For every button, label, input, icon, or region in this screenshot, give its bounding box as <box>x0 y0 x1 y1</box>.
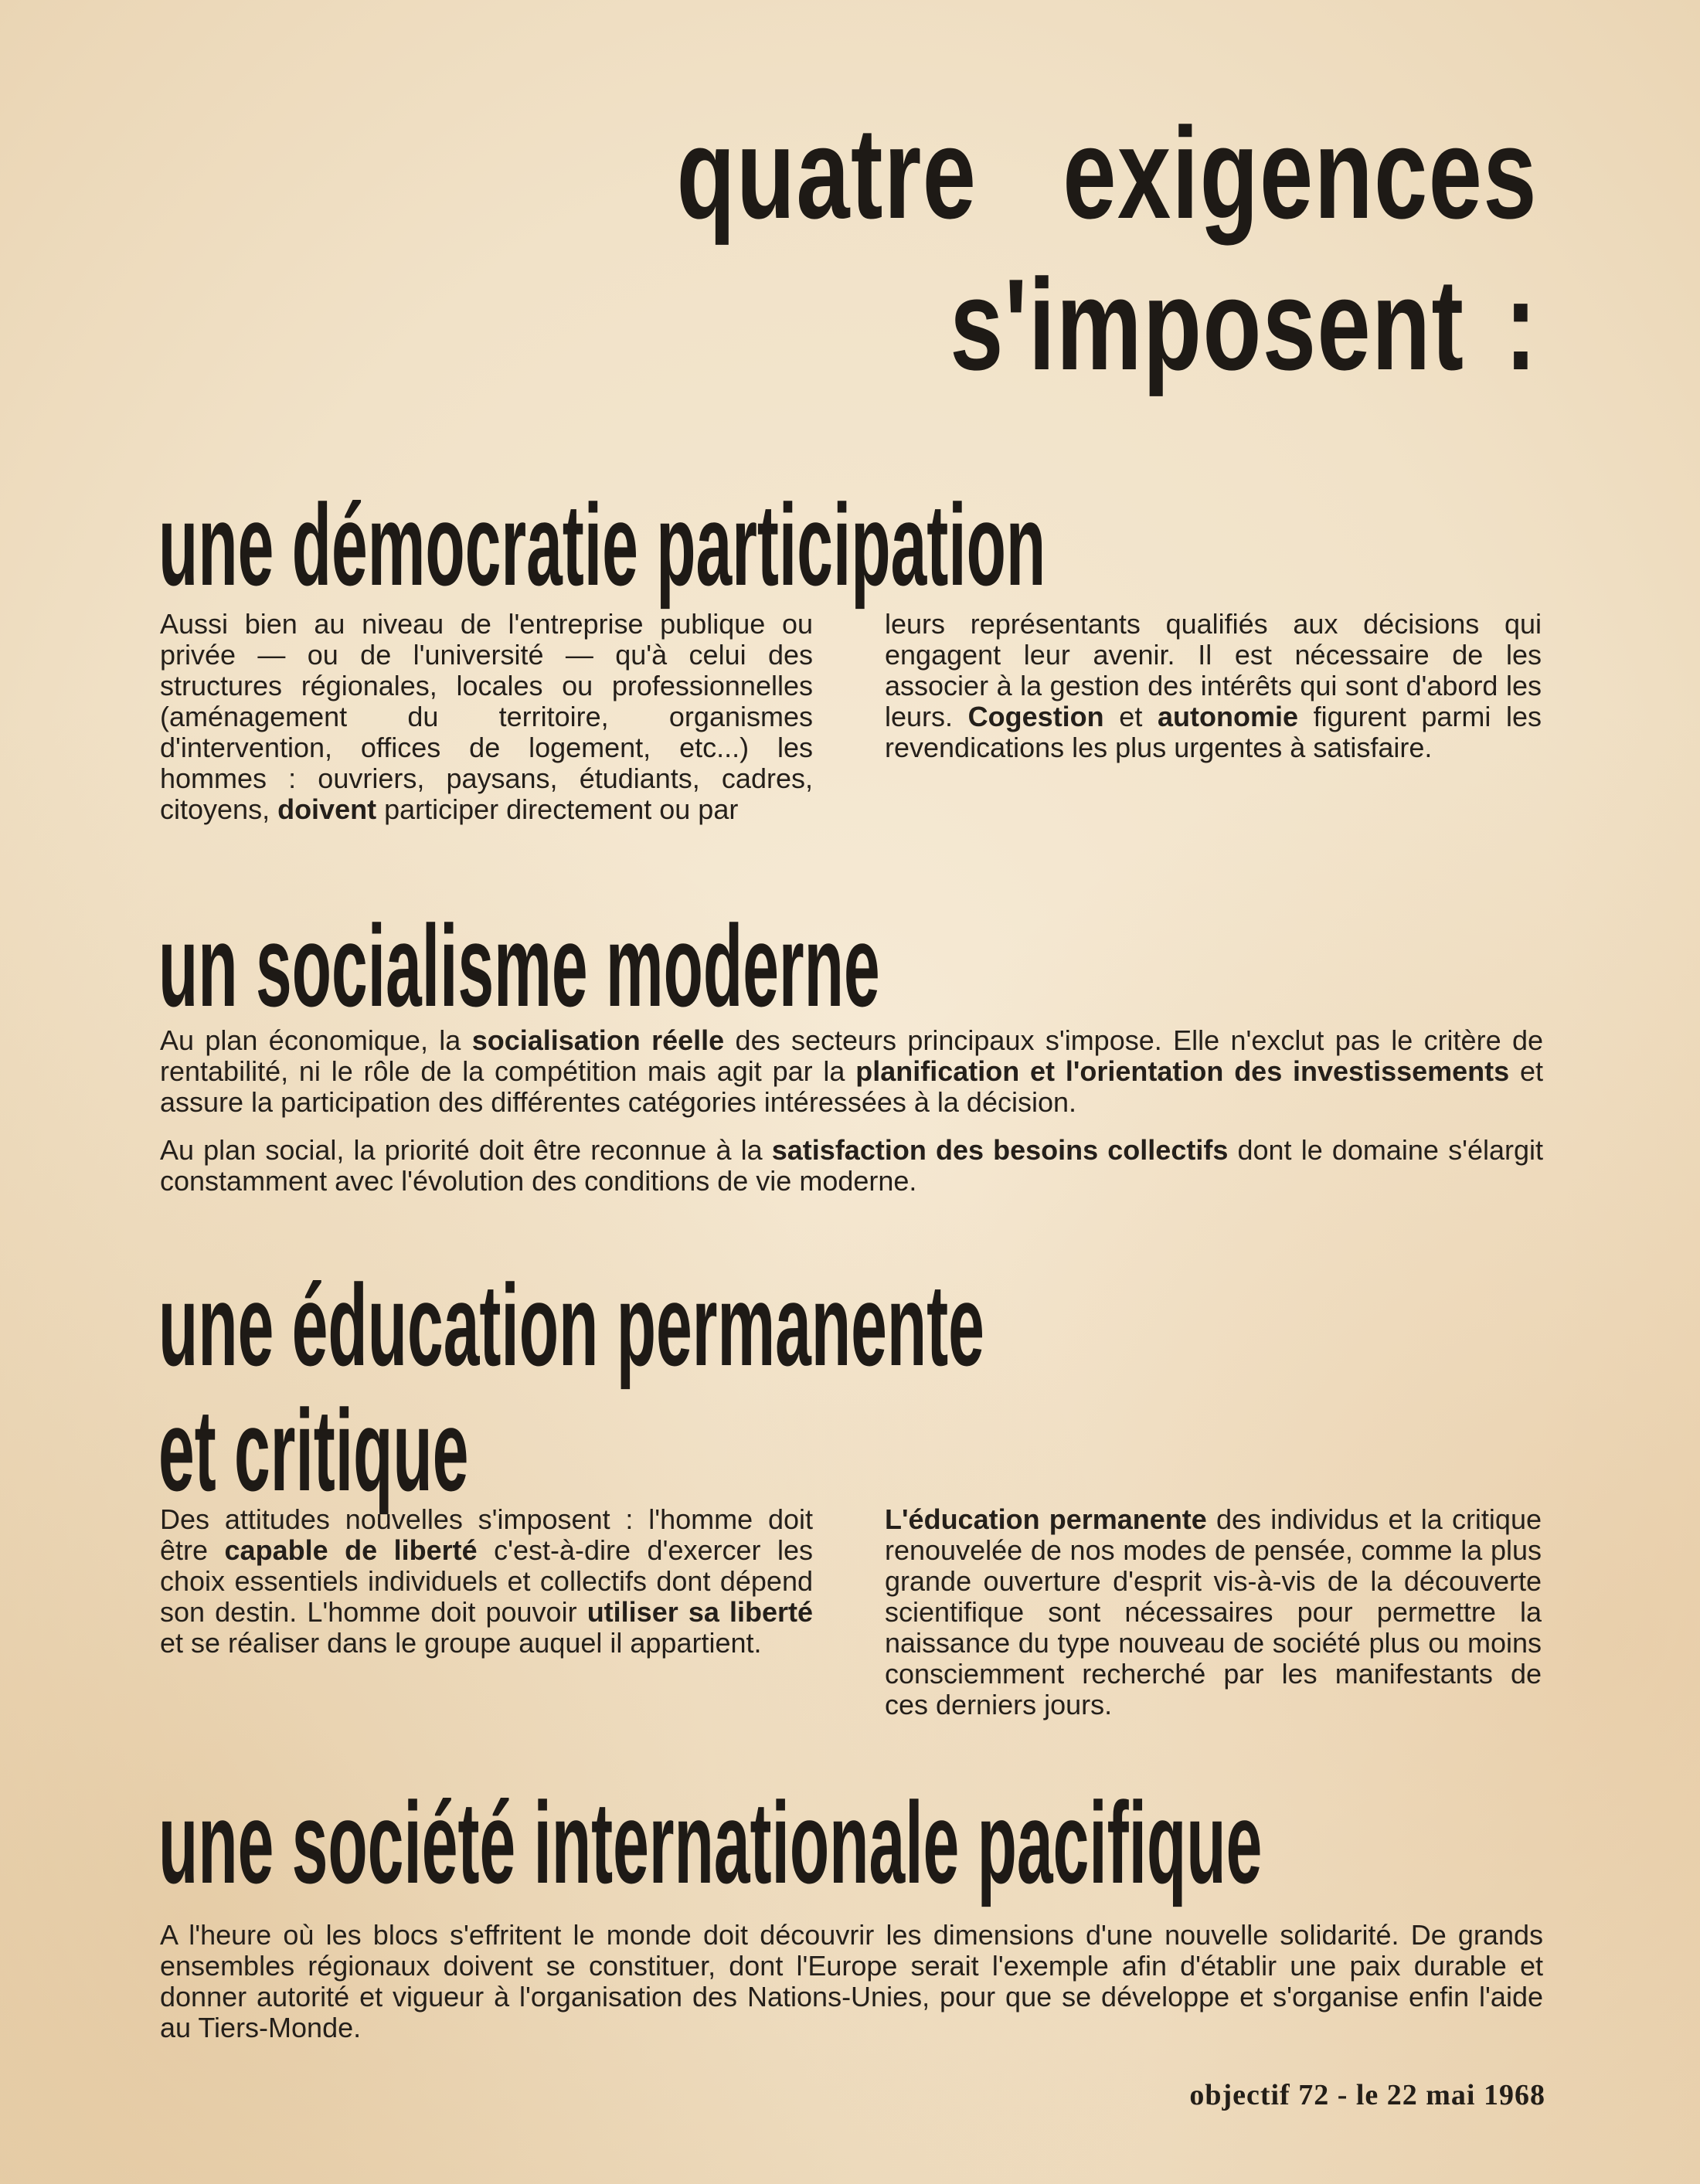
paragraph: Au plan économique, la socialisation réelle des secteurs principaux s'impose. Elle n'exclut pas le critère de rentabilité, ni le rôle de la compétition mais agit par la planification et l'orientation des investissements et assure la participation des différentes catégories intéressées à la décision. <box>160 1024 1543 1118</box>
section-societe-body <box>160 1920 1543 2043</box>
title-line-1 <box>676 100 1538 246</box>
emphasis: autonomie <box>1157 701 1298 732</box>
section-heading-democratie: une démocratie participation <box>158 480 1046 610</box>
footer-signature: objectif 72 - le 22 mai 1968 <box>1189 2079 1545 2111</box>
paragraph: L'éducation permanente des individus et la critique renouvelée de nos modes de pensée, comme la plus grande ouverture d'esprit vis-à-vis de la découverte scientifique sont nécessaires pour permettre la naissance du type nouveau de société plus ou moins consciemment recherché par les manifestants de ces derniers jours. <box>885 1503 1542 1720</box>
heading-line: et critique <box>158 1385 469 1515</box>
emphasis: capable de liberté <box>224 1534 478 1566</box>
emphasis: satisfaction des besoins collectifs <box>771 1134 1229 1166</box>
title-word-exigences: exigences <box>1062 100 1538 246</box>
section-heading-societe: une société internationale pacifique <box>158 1778 1263 1907</box>
section-heading-socialisme: un socialisme moderne <box>158 901 880 1031</box>
title-word-quatre: quatre <box>676 100 978 246</box>
emphasis: L'éducation permanente <box>885 1503 1207 1535</box>
title-word-simposent: s'imposent <box>950 252 1465 397</box>
heading-line: une éducation permanente <box>158 1260 984 1390</box>
section-heading-education <box>158 1260 984 1515</box>
paragraph: Des attitudes nouvelles s'imposent : l'homme doit être capable de liberté c'est-à-dire d'exercer les choix essentiels individuels et collectifs dont dépend son destin. L'homme doit pouvoir utiliser sa liberté et se réaliser dans le groupe auquel il appartient. <box>160 1503 814 1659</box>
paragraph: Aussi bien au niveau de l'entreprise publique ou privée — ou de l'université — qu'à celui des structures régionales, locales ou professionnelles (aménagement du territoire, organismes d'intervention, offices de logement, etc...) les hommes : ouvriers, paysans, étudiants, cadres, citoyens, doivent participer directement ou par <box>160 608 813 825</box>
emphasis: planification et l'orientation des investissements <box>855 1055 1510 1087</box>
paragraph: A l'heure où les blocs s'effritent le monde doit découvrir les dimensions d'une nouvelle solidarité. De grands ensembles régionaux doivent se constituer, dont l'Europe serait l'exemple afin d'établir une paix durable et donner autorité et vigueur à l'organisation des Nations-Unies, pour que se développe et s'organise enfin l'aide au Tiers-Monde. <box>160 1919 1543 2043</box>
section-education-left-column <box>160 1504 813 1659</box>
emphasis: socialisation réelle <box>471 1024 725 1056</box>
section-socialisme-body <box>160 1025 1543 1197</box>
paragraph: Au plan social, la priorité doit être reconnue à la satisfaction des besoins collectifs dont le domaine s'élargit constamment avec l'évolution des conditions de vie moderne. <box>160 1134 1543 1197</box>
emphasis: doivent <box>277 793 377 825</box>
section-democratie-right-column <box>885 609 1542 763</box>
title-line-2 <box>950 252 1538 397</box>
emphasis: Cogestion <box>967 701 1104 732</box>
section-democratie-left-column <box>160 609 813 825</box>
section-education-right-column <box>885 1504 1542 1720</box>
paragraph: leurs représentants qualifiés aux décisions qui engagent leur avenir. Il est nécessaire de les associer à la gestion des intérêts qui sont d'abord les leurs. Cogestion et autonomie figurent parmi les revendications les plus urgentes à satisfaire. <box>885 608 1542 763</box>
title-colon: : <box>1504 252 1538 397</box>
emphasis: utiliser sa liberté <box>586 1596 814 1628</box>
